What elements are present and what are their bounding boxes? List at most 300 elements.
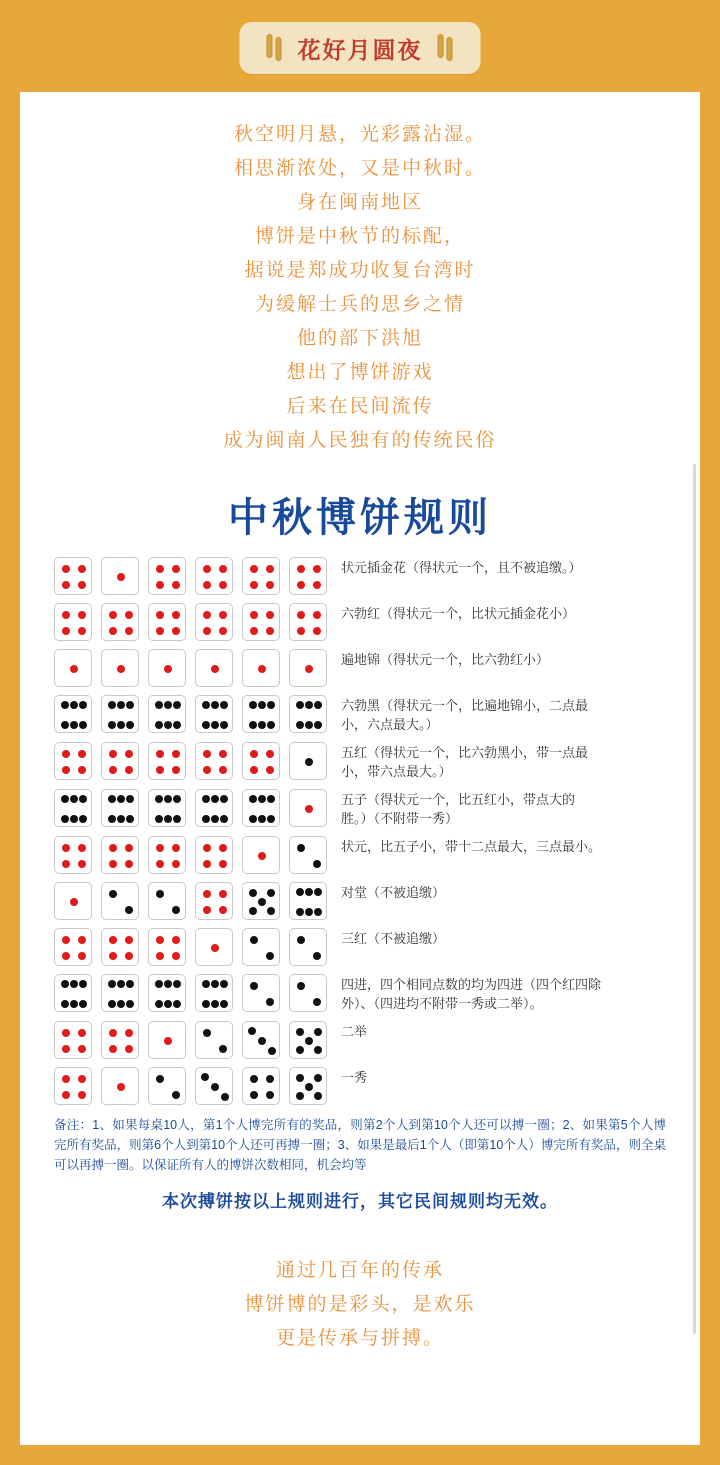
- dice-rule-row: [54, 928, 666, 966]
- die-pip: [219, 611, 227, 619]
- die-face-4: [148, 742, 186, 780]
- die-pip: [203, 750, 211, 758]
- dice-group: [54, 557, 327, 595]
- die-pip: [250, 936, 258, 944]
- die-pip: [249, 815, 257, 823]
- die-face-2: [101, 882, 139, 920]
- die-pip: [172, 906, 180, 914]
- die-pip: [173, 1000, 181, 1008]
- die-pip: [117, 795, 125, 803]
- poem-block: [20, 112, 700, 468]
- die-face-6: [242, 789, 280, 827]
- die-pip: [258, 795, 266, 803]
- die-face-1: [195, 928, 233, 966]
- dice-rules-table: [54, 557, 666, 1105]
- die-face-2: [195, 1021, 233, 1059]
- die-pip: [78, 860, 86, 868]
- dice-group: [54, 742, 327, 780]
- die-pip: [62, 844, 70, 852]
- die-pip: [250, 1091, 258, 1099]
- die-face-2: [289, 836, 327, 874]
- die-face-4: [54, 928, 92, 966]
- die-face-1: [289, 789, 327, 827]
- die-pip: [249, 721, 257, 729]
- die-pip: [172, 581, 180, 589]
- die-pip: [79, 1000, 87, 1008]
- closing-line: 通过几百年的传承: [275, 1260, 444, 1281]
- die-pip: [314, 1028, 322, 1036]
- die-pip: [62, 936, 70, 944]
- die-face-1: [101, 1067, 139, 1105]
- die-pip: [79, 815, 87, 823]
- die-pip: [70, 701, 78, 709]
- die-face-6: [54, 974, 92, 1012]
- die-pip: [258, 898, 266, 906]
- die-face-4: [101, 928, 139, 966]
- dice-rule-description: 四进，四个相同点数的均为四进（四个红四除外）、（四进均不附带一秀或二举）。: [341, 977, 602, 1011]
- die-pip: [62, 766, 70, 774]
- dice-rule-description: 一秀: [341, 1070, 368, 1085]
- die-pip: [297, 565, 305, 573]
- die-pip: [267, 907, 275, 915]
- die-pip: [109, 936, 117, 944]
- die-pip: [173, 980, 181, 988]
- die-face-2: [242, 928, 280, 966]
- die-face-4: [101, 1021, 139, 1059]
- die-pip: [62, 1091, 70, 1099]
- die-pip: [164, 701, 172, 709]
- dice-rule-description: 二举: [341, 1024, 368, 1039]
- die-face-6: [195, 974, 233, 1012]
- die-pip: [108, 795, 116, 803]
- die-face-4: [54, 1021, 92, 1059]
- die-pip: [249, 889, 257, 897]
- rules-title: 中秋博饼规则: [228, 496, 492, 540]
- die-pip: [305, 721, 313, 729]
- dice-rule-description: 对堂（不被追缴）: [341, 885, 446, 900]
- die-pip: [62, 1029, 70, 1037]
- die-face-1: [195, 649, 233, 687]
- closing-line: 博饼博的是彩头，是欢乐: [244, 1294, 476, 1315]
- die-pip: [211, 701, 219, 709]
- die-pip: [305, 758, 313, 766]
- die-face-4: [195, 742, 233, 780]
- die-pip: [173, 795, 181, 803]
- die-pip: [202, 980, 210, 988]
- die-pip: [78, 581, 86, 589]
- die-pip: [78, 750, 86, 758]
- die-pip: [172, 565, 180, 573]
- dice-rule-description: 状元插金花（得状元一个，且不被追缴。）: [341, 560, 582, 575]
- die-pip: [219, 627, 227, 635]
- die-pip: [70, 1000, 78, 1008]
- die-pip: [314, 1074, 322, 1082]
- die-pip: [79, 795, 87, 803]
- die-face-4: [101, 742, 139, 780]
- die-pip: [109, 1029, 117, 1037]
- die-pip: [126, 795, 134, 803]
- die-face-2: [289, 928, 327, 966]
- die-pip: [155, 815, 163, 823]
- die-face-6: [101, 789, 139, 827]
- die-pip: [314, 888, 322, 896]
- die-face-1: [148, 649, 186, 687]
- die-pip: [62, 565, 70, 573]
- die-pip: [70, 980, 78, 988]
- die-face-1: [54, 882, 92, 920]
- die-face-1: [242, 836, 280, 874]
- die-pip: [266, 1075, 274, 1083]
- die-pip: [219, 890, 227, 898]
- die-pip: [117, 573, 125, 581]
- die-pip: [266, 1091, 274, 1099]
- die-pip: [305, 805, 313, 813]
- die-pip: [313, 860, 321, 868]
- die-pip: [266, 611, 274, 619]
- die-pip: [62, 860, 70, 868]
- die-pip: [62, 1075, 70, 1083]
- die-face-6: [148, 789, 186, 827]
- die-pip: [61, 701, 69, 709]
- die-pip: [266, 766, 274, 774]
- die-pip: [109, 611, 117, 619]
- die-pip: [313, 565, 321, 573]
- die-pip: [297, 611, 305, 619]
- die-pip: [126, 980, 134, 988]
- die-pip: [201, 1073, 209, 1081]
- die-pip: [249, 907, 257, 915]
- die-pip: [164, 1037, 172, 1045]
- dice-rule-row: [54, 974, 666, 1013]
- die-pip: [109, 627, 117, 635]
- die-pip: [172, 627, 180, 635]
- die-pip: [155, 795, 163, 803]
- die-pip: [211, 1083, 219, 1091]
- die-pip: [297, 982, 305, 990]
- die-pip: [266, 627, 274, 635]
- die-pip: [313, 581, 321, 589]
- die-pip: [203, 890, 211, 898]
- die-pip: [156, 581, 164, 589]
- die-face-6: [289, 882, 327, 920]
- poem-line: 后来在民间流传: [286, 396, 434, 417]
- die-pip: [203, 611, 211, 619]
- die-face-4: [148, 836, 186, 874]
- die-pip: [297, 581, 305, 589]
- die-pip: [78, 844, 86, 852]
- die-face-4: [289, 557, 327, 595]
- die-pip: [220, 701, 228, 709]
- die-face-3: [195, 1067, 233, 1105]
- die-pip: [268, 1047, 276, 1055]
- die-pip: [126, 1000, 134, 1008]
- die-pip: [219, 1045, 227, 1053]
- dice-rule-row: [54, 557, 666, 595]
- die-face-4: [242, 742, 280, 780]
- die-pip: [172, 844, 180, 852]
- die-face-1: [242, 649, 280, 687]
- die-pip: [221, 1093, 229, 1101]
- die-pip: [173, 721, 181, 729]
- die-face-1: [54, 649, 92, 687]
- die-pip: [250, 611, 258, 619]
- die-pip: [266, 581, 274, 589]
- die-pip: [202, 721, 210, 729]
- lantern-icon: [266, 31, 284, 65]
- dice-group: [54, 928, 327, 966]
- die-pip: [173, 815, 181, 823]
- die-pip: [219, 750, 227, 758]
- die-pip: [202, 1000, 210, 1008]
- die-pip: [117, 1083, 125, 1091]
- die-face-4: [195, 836, 233, 874]
- die-face-3: [242, 1021, 280, 1059]
- die-pip: [164, 980, 172, 988]
- die-pip: [61, 1000, 69, 1008]
- die-pip: [296, 701, 304, 709]
- die-face-4: [54, 836, 92, 874]
- die-pip: [78, 1075, 86, 1083]
- die-pip: [211, 721, 219, 729]
- die-face-6: [54, 695, 92, 733]
- dice-rule-description: 状元，比五子小，带十二点最大，三点最小。: [341, 839, 602, 854]
- die-pip: [155, 980, 163, 988]
- dice-group: [54, 836, 327, 874]
- die-pip: [164, 795, 172, 803]
- dice-rule-row: [54, 882, 666, 920]
- banner-title: 花好月圆夜: [297, 36, 423, 63]
- die-pip: [305, 908, 313, 916]
- die-pip: [296, 1046, 304, 1054]
- die-pip: [211, 980, 219, 988]
- dice-rule-row: [54, 695, 666, 734]
- die-pip: [267, 795, 275, 803]
- die-pip: [267, 701, 275, 709]
- die-pip: [219, 565, 227, 573]
- die-pip: [211, 665, 219, 673]
- die-pip: [78, 611, 86, 619]
- die-pip: [258, 815, 266, 823]
- die-pip: [155, 701, 163, 709]
- die-pip: [62, 952, 70, 960]
- die-pip: [203, 844, 211, 852]
- die-pip: [117, 701, 125, 709]
- die-pip: [78, 766, 86, 774]
- die-pip: [297, 627, 305, 635]
- poem-line: 相思渐浓处，又是中秋时。: [233, 158, 486, 179]
- poem-line: 他的部下洪旭: [296, 328, 423, 349]
- die-pip: [258, 1037, 266, 1045]
- die-pip: [125, 860, 133, 868]
- die-pip: [62, 581, 70, 589]
- dice-rule-description: 五子（得状元一个，比五红小，带点大的胜。）（不附带一秀）: [341, 792, 576, 826]
- die-face-4: [54, 603, 92, 641]
- die-face-1: [101, 649, 139, 687]
- die-pip: [211, 1000, 219, 1008]
- die-face-4: [195, 882, 233, 920]
- die-pip: [203, 581, 211, 589]
- die-pip: [109, 860, 117, 868]
- dice-rule-description: 遍地锦（得状元一个，比六勃红小）: [341, 652, 550, 667]
- die-pip: [305, 888, 313, 896]
- poem-line: 身在闽南地区: [296, 192, 423, 213]
- die-pip: [78, 1045, 86, 1053]
- die-pip: [61, 721, 69, 729]
- die-face-4: [242, 603, 280, 641]
- die-pip: [70, 815, 78, 823]
- die-pip: [220, 795, 228, 803]
- die-pip: [156, 627, 164, 635]
- dice-rule-description: 三红（不被追缴）: [341, 931, 446, 946]
- die-pip: [70, 795, 78, 803]
- die-pip: [117, 665, 125, 673]
- die-face-6: [101, 695, 139, 733]
- die-pip: [220, 815, 228, 823]
- die-pip: [219, 581, 227, 589]
- die-pip: [250, 581, 258, 589]
- die-pip: [305, 1083, 313, 1091]
- die-pip: [220, 980, 228, 988]
- poem-line: 秋空明月悬，光彩露沾湿。: [233, 124, 486, 145]
- die-pip: [296, 888, 304, 896]
- dice-rule-row: [54, 836, 666, 874]
- die-pip: [219, 766, 227, 774]
- rules-notes: 备注：1、如果每桌10人，第1个人博完所有的奖品，则第2个人到第10个人还可以搏一圈；2、如果第5个人博完所有奖品，则第6个人到第10个人还可再搏一圈；3、如果是最后1个人（即第10个人）博完所有奖品，则全桌可以再搏一圈。以保证所有人的博饼次数相同，机会均等: [54, 1118, 666, 1172]
- die-face-4: [148, 557, 186, 595]
- die-pip: [203, 1029, 211, 1037]
- die-pip: [109, 766, 117, 774]
- die-pip: [108, 721, 116, 729]
- die-pip: [313, 952, 321, 960]
- die-pip: [70, 665, 78, 673]
- die-pip: [156, 565, 164, 573]
- die-face-4: [195, 557, 233, 595]
- die-face-2: [148, 1067, 186, 1105]
- die-pip: [156, 1075, 164, 1083]
- die-pip: [155, 721, 163, 729]
- dice-rule-row: [54, 789, 666, 828]
- die-face-2: [289, 974, 327, 1012]
- banner-plate: [240, 22, 481, 74]
- scrollbar[interactable]: [693, 464, 696, 1334]
- die-face-4: [148, 928, 186, 966]
- die-pip: [267, 889, 275, 897]
- die-pip: [249, 701, 257, 709]
- die-pip: [296, 1028, 304, 1036]
- die-pip: [314, 1046, 322, 1054]
- die-pip: [164, 815, 172, 823]
- die-pip: [108, 701, 116, 709]
- die-pip: [172, 1091, 180, 1099]
- die-pip: [109, 1045, 117, 1053]
- dice-group: [54, 649, 327, 687]
- die-pip: [62, 750, 70, 758]
- die-pip: [125, 844, 133, 852]
- die-pip: [78, 565, 86, 573]
- die-pip: [313, 998, 321, 1006]
- die-pip: [70, 721, 78, 729]
- die-face-4: [54, 1067, 92, 1105]
- die-pip: [203, 766, 211, 774]
- poem-line: 为缓解士兵的思乡之情: [254, 294, 465, 315]
- die-face-1: [101, 557, 139, 595]
- dice-group: [54, 695, 327, 733]
- die-pip: [266, 998, 274, 1006]
- die-pip: [305, 1037, 313, 1045]
- die-pip: [156, 936, 164, 944]
- die-pip: [156, 860, 164, 868]
- die-pip: [126, 815, 134, 823]
- die-pip: [78, 1029, 86, 1037]
- die-face-1: [148, 1021, 186, 1059]
- rules-notes-emphasis: 本次搏饼按以上规则进行，其它民间规则均无效。: [162, 1192, 558, 1211]
- die-pip: [219, 906, 227, 914]
- die-pip: [78, 1091, 86, 1099]
- die-face-6: [101, 974, 139, 1012]
- die-face-4: [54, 557, 92, 595]
- die-pip: [313, 627, 321, 635]
- dice-group: [54, 1067, 327, 1105]
- die-face-2: [242, 974, 280, 1012]
- dice-rule-row: [54, 742, 666, 781]
- dice-rule-row: [54, 1067, 666, 1105]
- die-pip: [125, 766, 133, 774]
- dice-rule-row: [54, 1021, 666, 1059]
- dice-rule-row: [54, 603, 666, 641]
- die-pip: [156, 766, 164, 774]
- die-face-6: [148, 695, 186, 733]
- die-pip: [117, 1000, 125, 1008]
- die-pip: [125, 627, 133, 635]
- die-pip: [202, 815, 210, 823]
- die-pip: [164, 1000, 172, 1008]
- die-pip: [250, 565, 258, 573]
- die-pip: [125, 611, 133, 619]
- die-pip: [250, 766, 258, 774]
- die-pip: [109, 952, 117, 960]
- dice-rule-description: 六勃黑（得状元一个，比遍地锦小，二点最小，六点最大。）: [341, 698, 589, 732]
- die-pip: [172, 860, 180, 868]
- die-pip: [211, 795, 219, 803]
- die-pip: [125, 936, 133, 944]
- closing-line: 更是传承与拼搏。: [275, 1328, 444, 1349]
- die-pip: [220, 721, 228, 729]
- poem-line: 据说是郑成功收复台湾时: [244, 260, 476, 281]
- die-pip: [125, 952, 133, 960]
- die-pip: [250, 1075, 258, 1083]
- die-pip: [267, 815, 275, 823]
- die-pip: [203, 627, 211, 635]
- die-pip: [220, 1000, 228, 1008]
- poem-line: 成为闽南人民独有的传统民俗: [223, 430, 497, 451]
- die-pip: [296, 1092, 304, 1100]
- die-face-6: [195, 789, 233, 827]
- dice-rule-description: 五红（得状元一个，比六勃黑小，带一点最小，带六点最大。）: [341, 745, 589, 779]
- die-pip: [203, 906, 211, 914]
- die-face-6: [242, 695, 280, 733]
- die-pip: [108, 1000, 116, 1008]
- die-pip: [62, 627, 70, 635]
- die-face-1: [289, 742, 327, 780]
- die-face-6: [54, 789, 92, 827]
- die-pip: [172, 611, 180, 619]
- die-pip: [156, 844, 164, 852]
- content-sheet: [20, 92, 700, 1445]
- die-face-4: [148, 603, 186, 641]
- die-face-5: [289, 1021, 327, 1059]
- die-pip: [258, 721, 266, 729]
- die-pip: [258, 701, 266, 709]
